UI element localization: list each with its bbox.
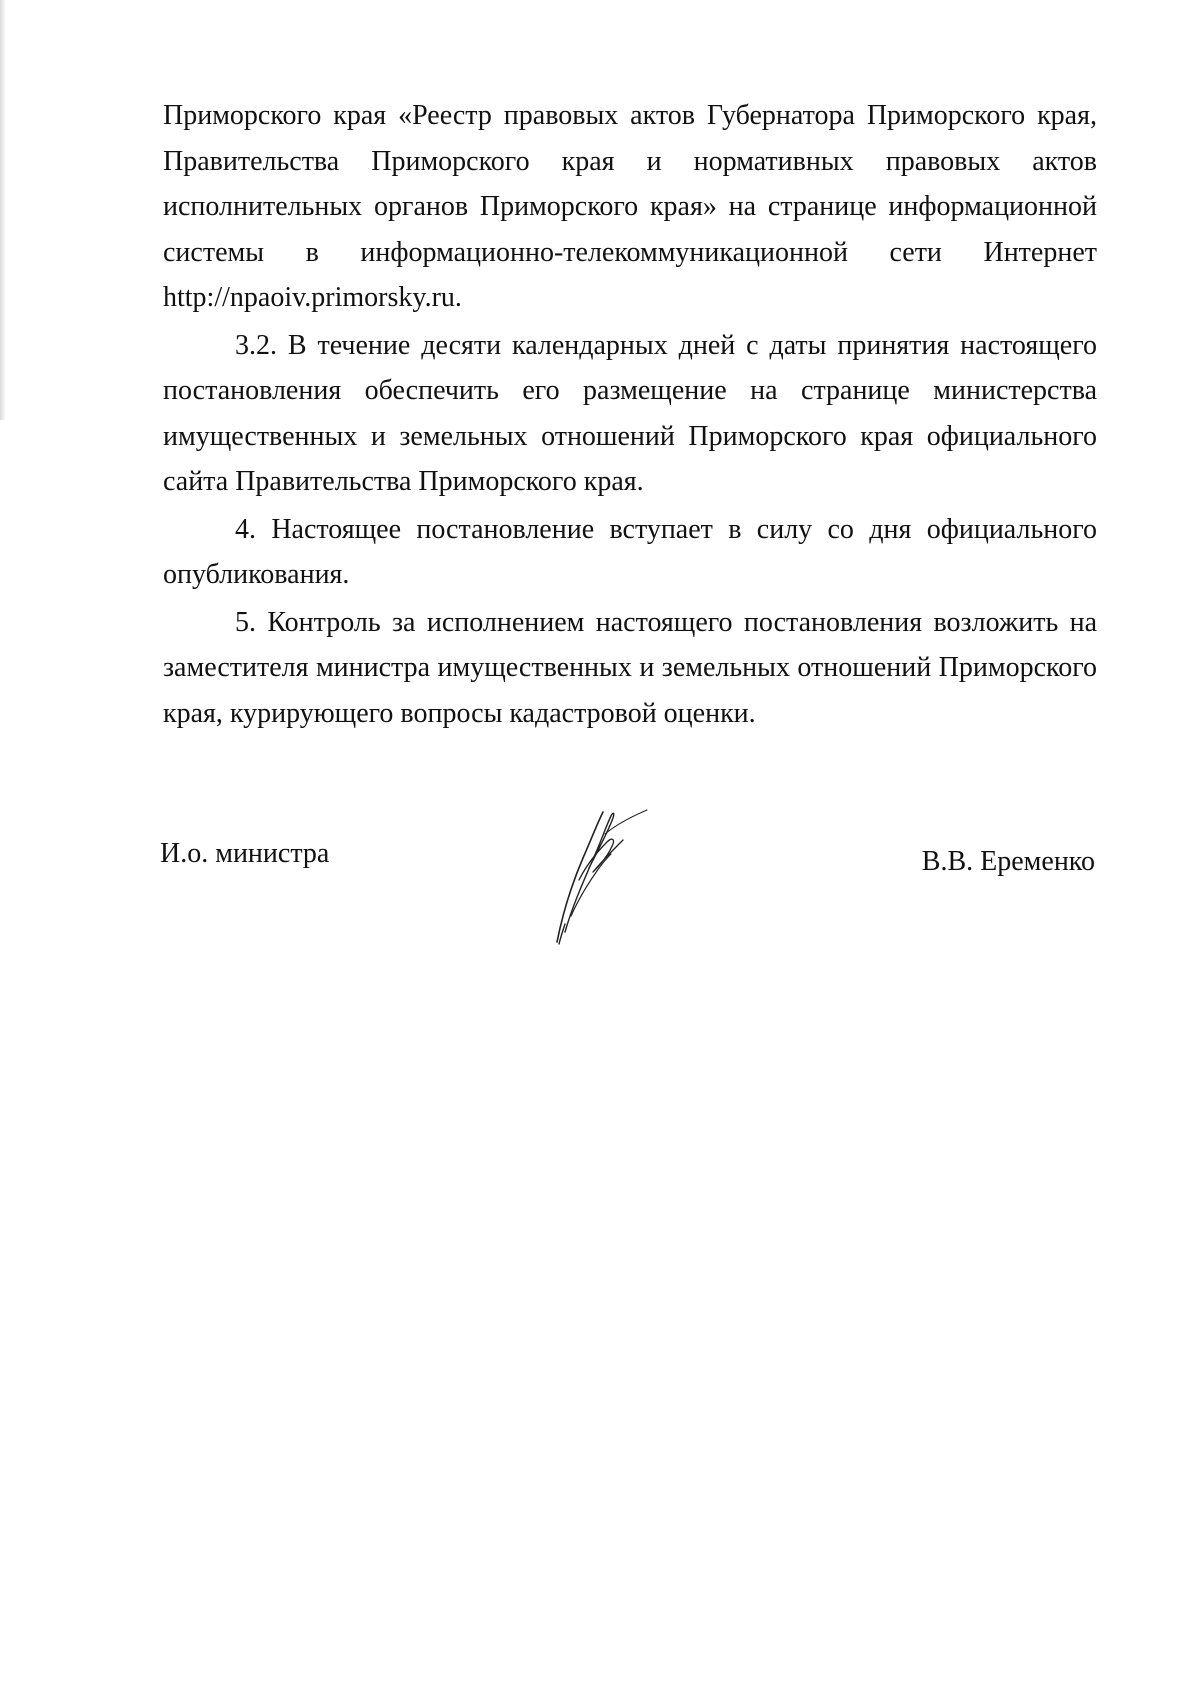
signatory-name: В.В. Еременко xyxy=(921,846,1095,877)
text-line: системы в информационно-телекоммуникационной сети Интернет xyxy=(163,236,1097,268)
signatory-role: И.о. министра xyxy=(160,838,330,869)
text-line: Приморского края «Реестр правовых актов Губернатора Приморского края, xyxy=(163,100,1097,131)
text-line: Правительства Приморского края и нормативных правовых актов xyxy=(163,145,1097,177)
document-body xyxy=(163,93,1097,736)
text-line: исполнительных органов Приморского края» на странице информационной xyxy=(163,191,1097,222)
signature-block xyxy=(160,820,1100,960)
paragraph-4: 4. Настоящее постановление вступает в силу со дня официального опубликования. xyxy=(163,513,1097,590)
scan-edge-artifact xyxy=(0,0,6,420)
paragraph-5: 5. Контроль за исполнением настоящего постановления возложить на заместителя министра имущественных и земельных отношений Приморского края, курирующего вопросы кадастровой оценки. xyxy=(163,606,1097,729)
paragraph-registry-publication xyxy=(163,93,1097,321)
paragraph-3-2: 3.2. В течение десяти календарных дней с даты принятия настоящего постановления обеспечить его размещение на странице министерства имущественных и земельных отношений Приморского края официального сайта Правительства Приморского края. xyxy=(163,329,1097,497)
text-line-url: http://npaoiv.primorsky.ru. xyxy=(163,282,462,313)
handwritten-signature xyxy=(545,794,655,954)
